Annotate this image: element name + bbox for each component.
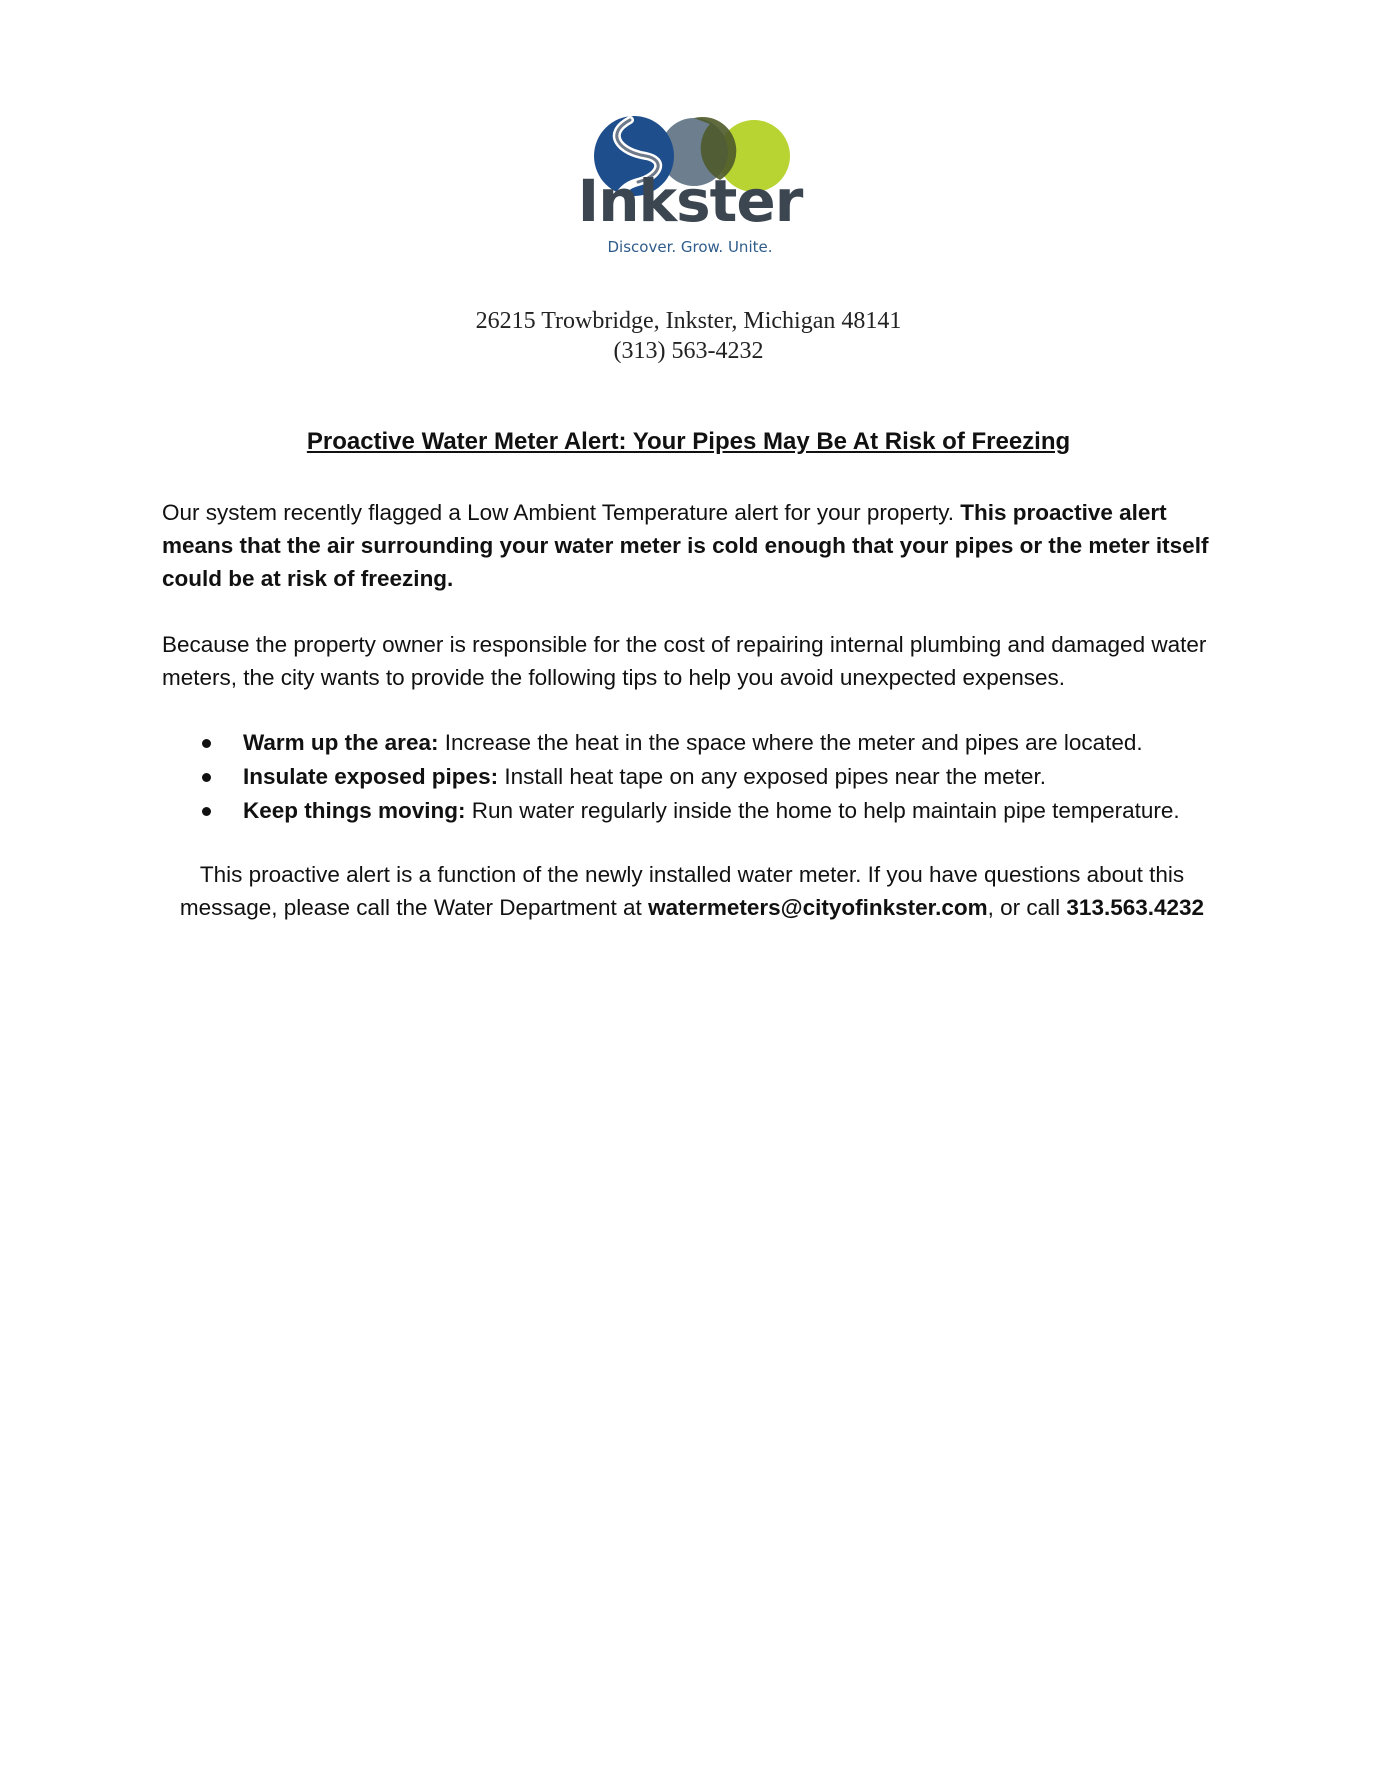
closing-text: This proactive alert is a function of the newly installed water meter. If you have questions about this message, please call the Water Department at [179,862,1185,920]
tips-list [162,726,1222,827]
city-logo [560,112,820,262]
tip-text: Run water regularly inside the home to help maintain pipe temperature. [465,798,1180,823]
letter-body [162,496,1222,924]
tip-label: Keep things moving: [243,798,466,823]
intro-text: Our system recently flagged a Low Ambient Temperature alert for your property. [162,500,961,525]
contact-email[interactable]: watermeters@cityofinkster.com [648,895,988,920]
address-phone: (313) 563-4232 [613,338,764,364]
address-block [0,306,1377,366]
tip-label: Insulate exposed pipes: [243,764,499,789]
responsibility-paragraph: Because the property owner is responsible for the cost of repairing internal plumbing and damaged water meters, the city wants to provide the following tips to help you avoid unexpected expenses. [162,632,1207,690]
bullet-icon [202,739,211,748]
address-line: 26215 Trowbridge, Inkster, Michigan 48141 [475,308,902,334]
tip-label: Warm up the area: [243,730,439,755]
list-item [162,794,1222,827]
tip-text: Install heat tape on any exposed pipes near the meter. [498,764,1046,789]
list-item [162,760,1222,793]
intro-paragraph [162,496,1222,595]
logo-tagline: Discover. Grow. Unite. [607,238,773,256]
closing-text-2: , or call [987,895,1067,920]
tip-text: Increase the heat in the space where the meter and pipes are located. [438,730,1143,755]
intro-bold-text: This proactive alert means that the air surrounding your water meter is cold enough that your pipes or the meter itself could be at risk of freezing. [162,500,1209,591]
bullet-icon [202,773,211,782]
bullet-icon [202,807,211,816]
page-title: Proactive Water Meter Alert: Your Pipes May Be At Risk of Freezing [306,428,1071,455]
logo-wordmark: Inkster [577,167,803,235]
closing-paragraph [162,858,1222,924]
contact-phone[interactable]: 313.563.4232 [1066,895,1205,920]
list-item [162,726,1222,759]
